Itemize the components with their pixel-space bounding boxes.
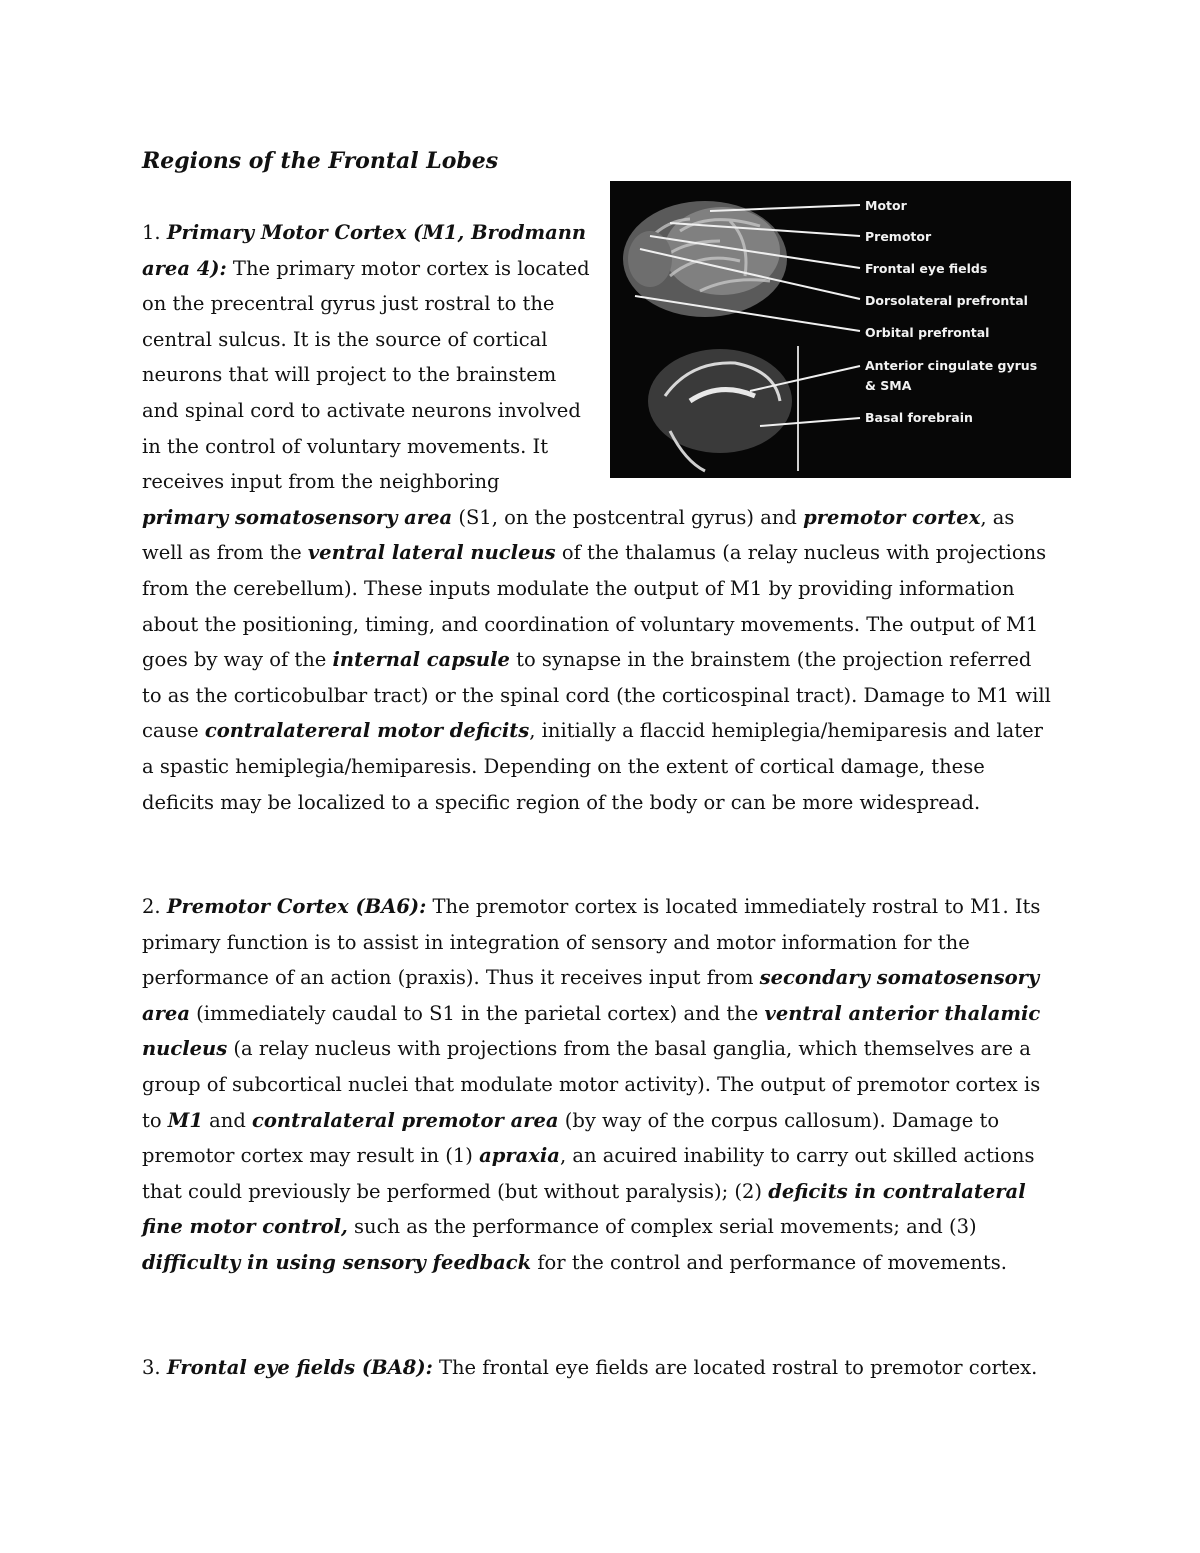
section-number: 3. bbox=[142, 1356, 167, 1379]
figure-label-sma: & SMA bbox=[865, 378, 912, 393]
emphasis-term: ventral lateral nucleus bbox=[307, 541, 556, 565]
section-number: 2. bbox=[142, 895, 167, 918]
section-primary-motor-cortex bbox=[142, 198, 1057, 820]
emphasis-term: internal capsule bbox=[332, 648, 510, 672]
body-text: (a relay nucleus with projections from the basal ganglia, which themselves are a group of subcortical nuclei that modulate motor activity). The output of premotor cortex is to bbox=[142, 1037, 1041, 1132]
emphasis-term: premotor cortex bbox=[803, 505, 981, 529]
emphasis-term: deficits in contralateral fine motor control, bbox=[142, 1179, 1026, 1239]
emphasis-term: M1 bbox=[167, 1108, 203, 1132]
emphasis-term: contralateral premotor area bbox=[252, 1108, 559, 1132]
section-premotor-cortex bbox=[142, 889, 1057, 1281]
section-heading: Premotor Cortex (BA6): bbox=[166, 895, 427, 918]
body-text: such as the performance of complex serial movements; and (3) bbox=[347, 1215, 977, 1239]
body-text: The premotor cortex is located immediately rostral to M1. Its primary function is to assist in integration of sensory and motor information for the performance of an action (praxis). Thus it receives input from bbox=[142, 895, 1041, 990]
figure-label-orbital-prefrontal: Orbital prefrontal bbox=[865, 325, 990, 340]
section-heading: Primary Motor Cortex (M1, Brodmann area 4): bbox=[142, 221, 587, 280]
figure-label-frontal-eye-fields: Frontal eye fields bbox=[865, 261, 988, 276]
figure-label-basal-forebrain: Basal forebrain bbox=[865, 410, 973, 425]
body-text: (by way of the corpus callosum). Damage to premotor cortex may result in (1) bbox=[142, 1108, 1000, 1168]
figure-label-anterior-cingulate-gyrus: Anterior cingulate gyrus bbox=[865, 358, 1038, 373]
figure-labels bbox=[865, 198, 1037, 425]
body-text: for the control and performance of movements. bbox=[531, 1250, 1007, 1274]
body-text: , an acuired inability to carry out skilled actions that could previously be performed (but without paralysis); (2) bbox=[142, 1144, 1035, 1203]
emphasis-term: secondary somatosensory area bbox=[142, 966, 1040, 1025]
emphasis-term: ventral anterior thalamic nucleus bbox=[142, 1001, 1041, 1061]
body-text: and bbox=[202, 1108, 253, 1132]
section-heading: Frontal eye fields (BA8): bbox=[166, 1356, 433, 1379]
emphasis-term: contralatereral motor deficits bbox=[204, 719, 530, 743]
brain-diagram bbox=[610, 181, 1071, 478]
figure-label-dorsolateral-prefrontal: Dorsolateral prefrontal bbox=[865, 293, 1028, 308]
body-text: of the thalamus (a relay nucleus with projections from the cerebellum). These inputs modulate the output of M1 by providing information about the positioning, timing, and coordination of voluntary movements. The output of M1 goes by way of the bbox=[142, 541, 1047, 672]
figure-label-motor: Motor bbox=[865, 198, 907, 213]
frontal-lobe-brain-figure bbox=[610, 181, 1071, 478]
body-text: , as well as from the bbox=[142, 505, 1015, 565]
body-text: The frontal eye fields are located rostral to premotor cortex. bbox=[432, 1356, 1038, 1379]
figure-label-premotor: Premotor bbox=[865, 229, 932, 244]
section-number: 1. bbox=[142, 221, 167, 244]
body-text: to synapse in the brainstem (the projection referred to as the corticobulbar tract) or the spinal cord (the corticospinal tract). Damage to M1 will cause bbox=[142, 648, 1051, 743]
section-frontal-eye-fields bbox=[142, 1350, 1057, 1386]
page-title: Regions of the Frontal Lobes bbox=[142, 148, 499, 174]
emphasis-term: primary somatosensory area bbox=[142, 505, 453, 529]
body-text: (immediately caudal to S1 in the parietal cortex) and the bbox=[189, 1001, 765, 1025]
emphasis-term: difficulty in using sensory feedback bbox=[142, 1250, 532, 1274]
body-text: (S1, on the postcentral gyrus) and bbox=[452, 505, 804, 529]
emphasis-term: apraxia bbox=[479, 1144, 560, 1168]
body-text: , initially a flaccid hemiplegia/hemiparesis and later a spastic hemiplegia/hemiparesis. Depending on the extent of cortical damage, these deficits may be localized to a specific region of the body or can be more widespread. bbox=[142, 719, 1043, 814]
body-text: The primary motor cortex is located on the precentral gyrus just rostral to the central sulcus. It is the source of cortical neurons that will project to the brainstem and spinal cord to activate neurons involved in the control of voluntary movements. It receives input from the neighboring bbox=[142, 256, 590, 494]
